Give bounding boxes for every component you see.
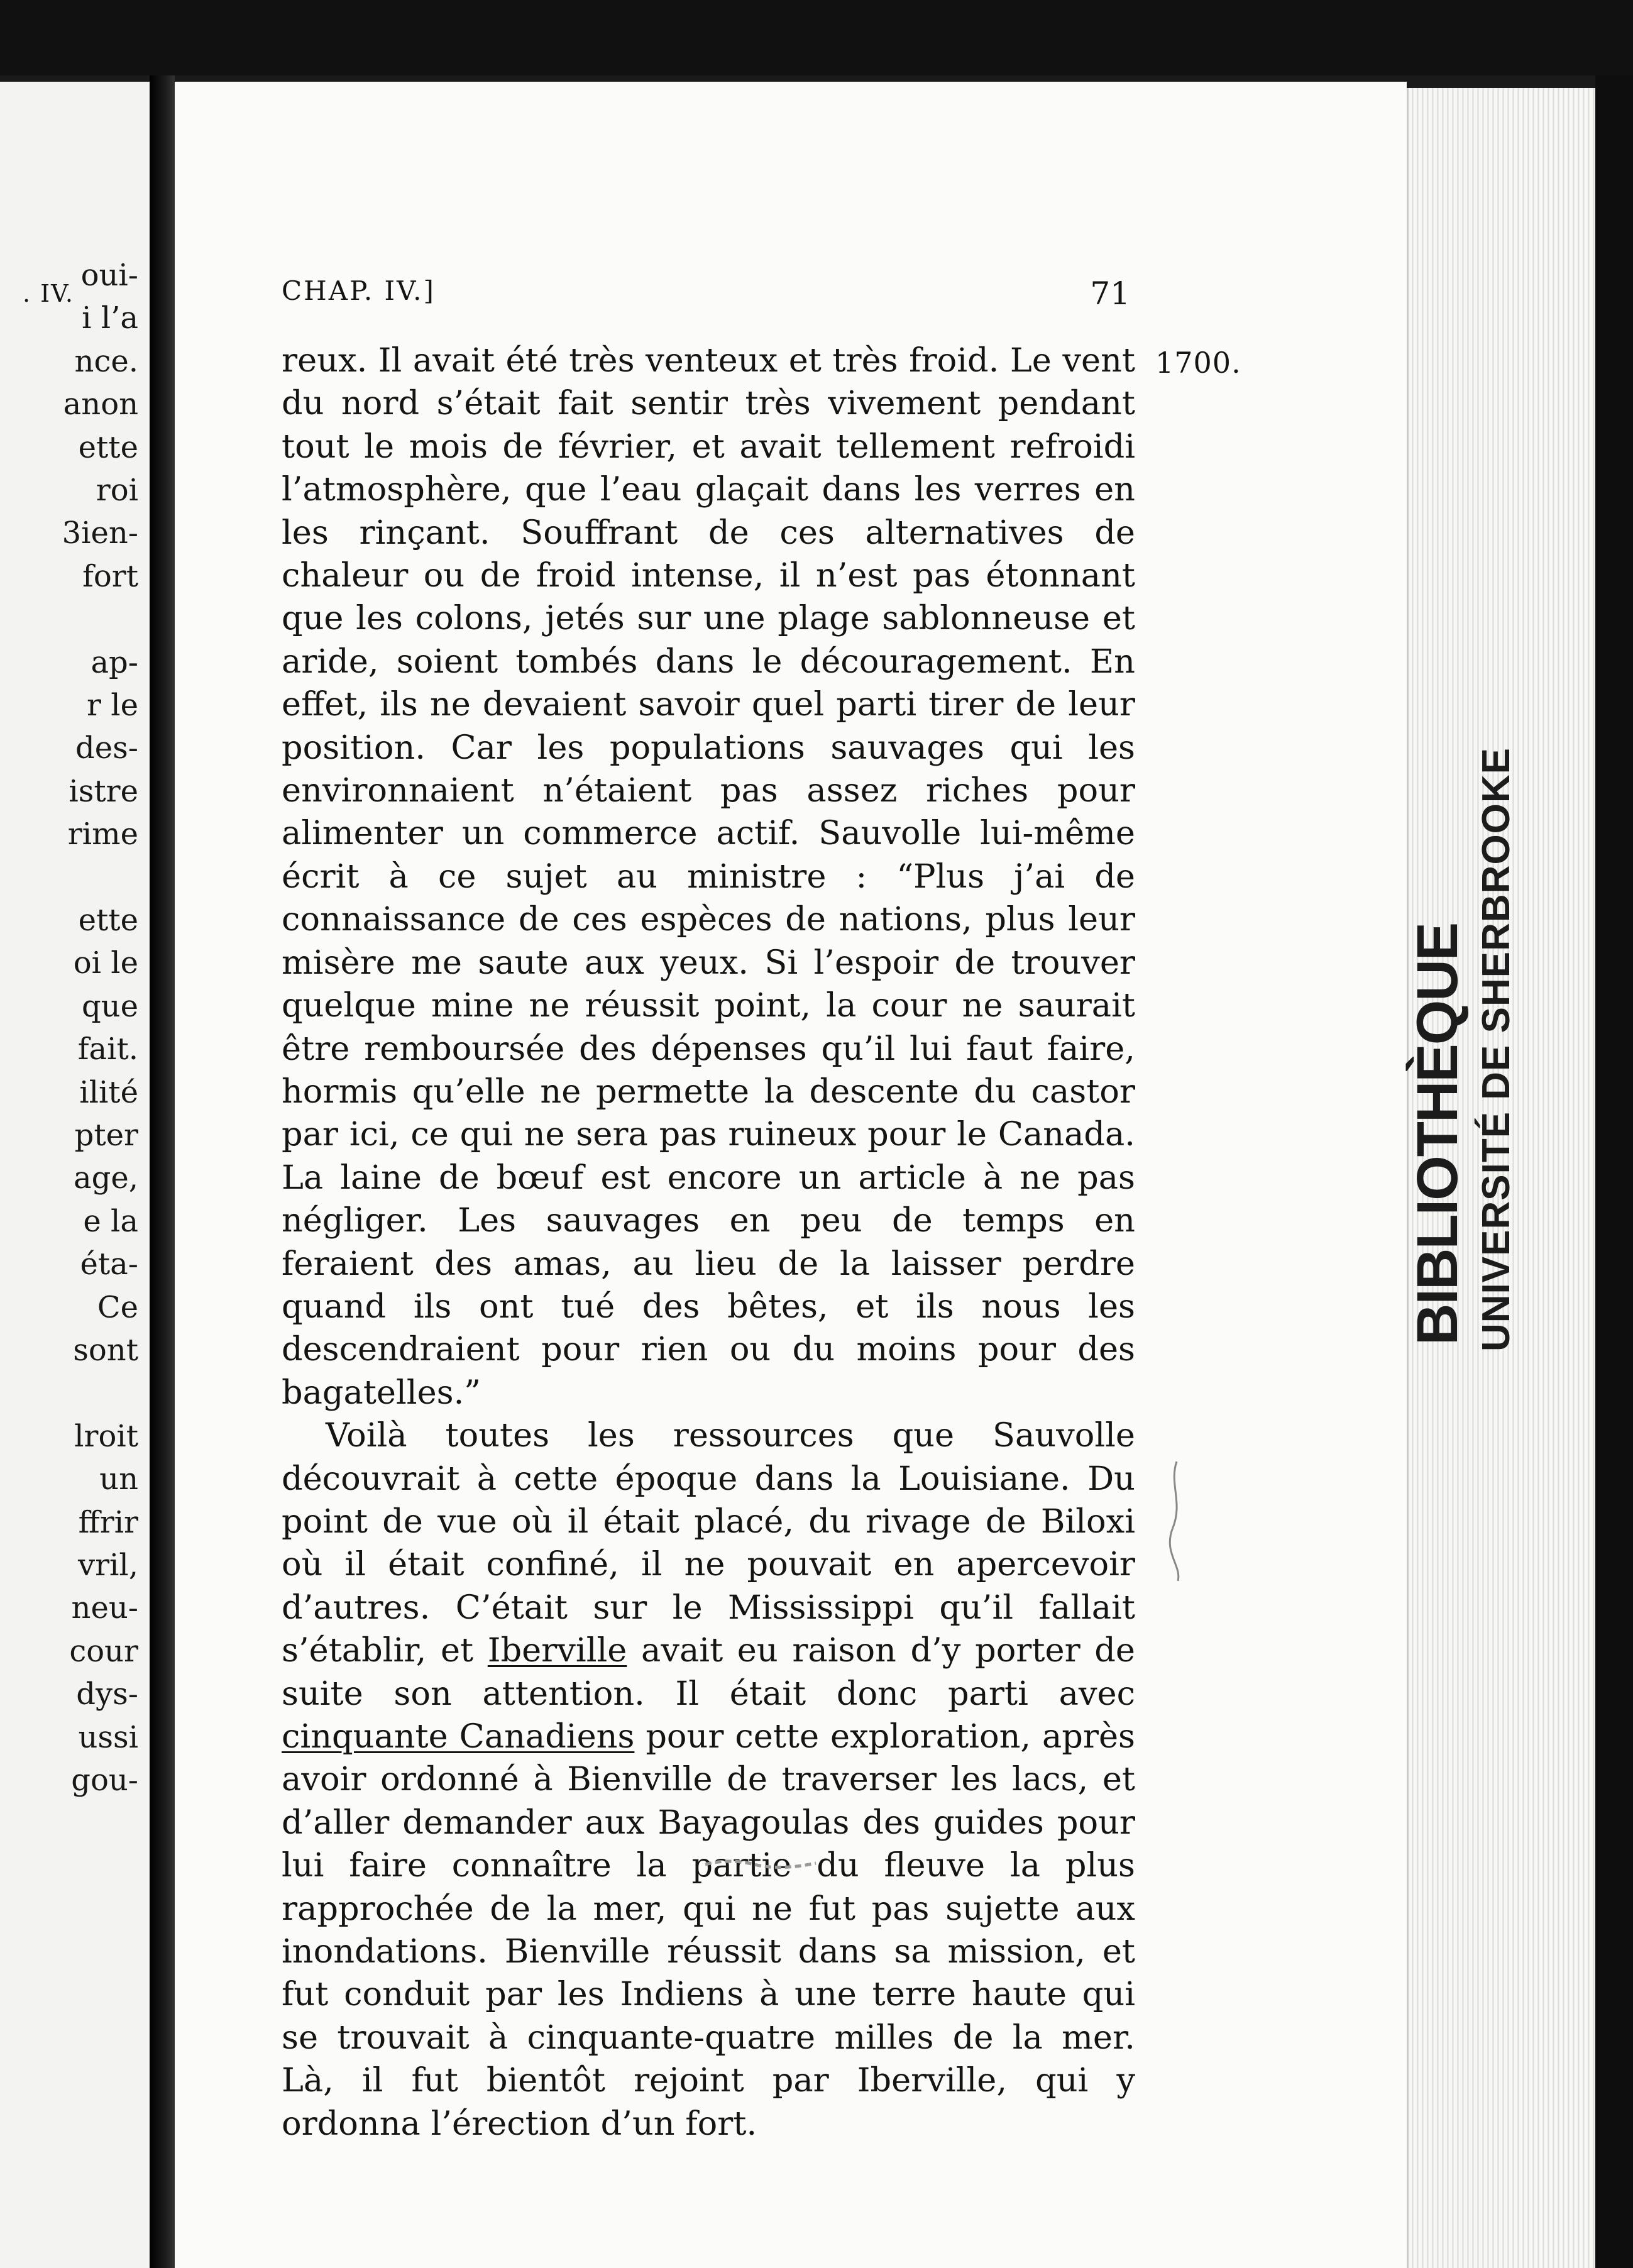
facing-page-line: pter	[74, 1118, 138, 1153]
facing-page-line: roi	[96, 473, 138, 508]
ink-smudge	[704, 1856, 817, 1872]
facing-page-line: oui-	[80, 258, 138, 293]
paragraph: reux. Il avait été très venteux et très froid. Le vent du nord s’était fait sentir très vivement pendant tout le mois de février, et avait tellement refroidi l’atmosphère, que l’eau glaçait dans les verres en les rinçant. Souffrant de ces alternatives de chaleur ou de froid intense, il n’est pas étonnant que les colons, jetés sur une plage sablonneuse et aride, soient tombés dans le découragement. En effet, ils ne devaient savoir quel parti tirer de leur position. Car les populations sauvages qui les environnaient n’étaient pas assez riches pour alimenter un commerce actif. Sauvolle lui-même écrit à ce sujet au ministre : “Plus j’ai de connaissance de ces espèces de nations, plus leur misère me saute aux yeux. Si l’espoir de trouver quelque mine ne réussit point, la cour ne saurait être remboursée des dépenses qu’il lui faut faire, hormis qu’elle ne permette la descente du castor par ici, ce qui ne sera pas ruineux pour le Canada. La laine de bœuf est encore un article à ne pas négliger. Les sauvages en peu de temps en feraient des amas, au lieu de la laisser perdre quand ils ont tué des bêtes, et ils nous les descendraient pour rien ou du moins pour des bagatelles.”	[282, 341, 1135, 1412]
facing-page-line: cour	[69, 1633, 138, 1669]
facing-page-line: ap-	[91, 644, 138, 680]
facing-page-line: i l’a	[82, 300, 138, 336]
text-run: Voilà toutes les ressources que Sauvolle découvrait à cette époque dans la Louisiane. Du point de vue où il était placé, du rivage de Biloxi où il était confiné, il ne pouvait en apercevoir d’autres. C’était sur le Mississippi qu’il fallait s’établir, et	[282, 1416, 1135, 1670]
book-gutter	[150, 75, 175, 2268]
body-text	[282, 339, 1135, 2145]
facing-page-line: éta-	[80, 1247, 138, 1282]
facing-page-line: ilité	[79, 1074, 138, 1110]
facing-page-line: ussi	[78, 1719, 138, 1755]
pencil-mark	[1164, 1458, 1189, 1584]
facing-page-line: des-	[75, 730, 138, 766]
facing-page-line: e la	[83, 1203, 138, 1239]
library-stamp	[1380, 747, 1556, 1364]
facing-page-line: rime	[67, 817, 138, 852]
facing-page-line: age,	[73, 1160, 138, 1196]
text-run: pour cette exploration, après avoir ordonné à Bienville de traverser les lacs, et d’aller demander aux Bayagoulas des guides pour lui faire connaître la partie du fleuve la plus rapprochée de la mer, qui ne fut pas sujette aux inondations. Bienville réussit dans sa mission, et fut conduit par les Indiens à une terre haute qui se trouvait à cinquante-quatre milles de la mer. Là, il fut bientôt rejoint par Iberville, qui y ordonna l’érection d’un fort.	[282, 1717, 1135, 2143]
scan-top-shadow	[0, 0, 1633, 75]
facing-page-line: oi le	[73, 945, 138, 981]
scan-edge-shadow	[1595, 75, 1633, 2268]
facing-page-line: un	[99, 1462, 138, 1497]
underlined-name: Iberville	[487, 1631, 627, 1670]
facing-page-line: r le	[87, 688, 138, 723]
facing-page-running-head: . IV.	[22, 280, 74, 307]
facing-page-line: nce.	[74, 343, 138, 379]
facing-page-line: que	[81, 988, 138, 1024]
stamp-title: BIBLIOTHÈQUE	[1405, 923, 1470, 1345]
marginal-year: 1700.	[1155, 346, 1241, 380]
underlined-phrase: cinquante Canadiens	[282, 1717, 635, 1756]
facing-page-line: lroit	[74, 1418, 138, 1454]
facing-page-line: ette	[78, 903, 138, 938]
facing-page-line: sont	[73, 1333, 138, 1368]
facing-page-line: dys-	[76, 1676, 138, 1712]
facing-page-line: Ce	[97, 1289, 138, 1325]
facing-page-line: vril,	[77, 1548, 138, 1583]
facing-page-line: neu-	[71, 1590, 138, 1626]
facing-page-line: fait.	[77, 1032, 138, 1067]
facing-page-line: gou-	[71, 1763, 138, 1798]
running-head	[282, 275, 1130, 319]
stamp-subtitle: UNIVERSITÉ DE SHERBROOKE	[1475, 747, 1518, 1351]
facing-page-line: ette	[78, 429, 138, 465]
facing-page-line: anon	[63, 387, 138, 422]
page-number: 71	[1090, 275, 1130, 312]
facing-page-line: istre	[69, 773, 138, 809]
facing-page-fragment	[0, 82, 156, 2268]
facing-page-line: fort	[82, 558, 138, 594]
facing-page-line: ffrir	[78, 1504, 138, 1540]
facing-page-line: 3ien-	[62, 515, 138, 551]
chapter-label: CHAP. IV.]	[282, 275, 436, 306]
paragraph	[282, 1414, 1135, 2145]
text-run: avait eu raison d’y porter de suite son attention. Il était donc parti avec	[282, 1631, 1135, 1713]
